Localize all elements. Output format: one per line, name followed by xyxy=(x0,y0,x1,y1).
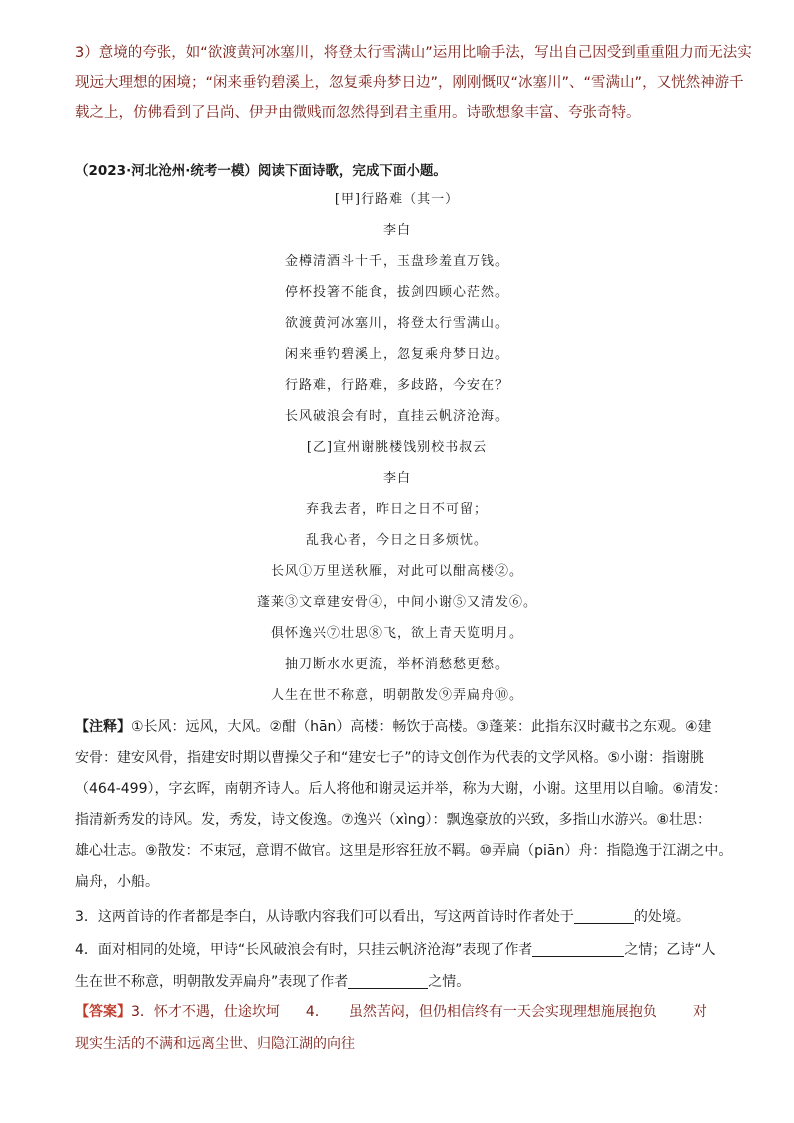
answer-4: 对 xyxy=(692,1004,707,1020)
poem2-line: 蓬莱③文章建安骨④，中间小谢⑤又清发⑥。 xyxy=(256,595,537,610)
poem1-line: 闲来垂钓碧溪上，忽复乘舟梦日边。 xyxy=(284,347,509,362)
poem1-line: 欲渡黄河冰塞川，将登太行雪满山。 xyxy=(284,316,509,331)
answer-4-number: 4． xyxy=(305,1004,329,1020)
notes-line: 扁舟，小船。 xyxy=(75,874,159,890)
answer-blank[interactable] xyxy=(574,907,634,924)
poem2-line: 长风①万里送秋雁，对此可以酣高楼②。 xyxy=(270,564,523,579)
poem1-line: 停杯投箸不能食，拔剑四顾心茫然。 xyxy=(284,285,509,300)
question-4-text: 之情。 xyxy=(428,974,471,990)
poem2-line: 弃我去者，昨日之日不可留； xyxy=(305,502,488,517)
question-4-text: 之情；乙诗“人 xyxy=(624,942,716,958)
question-3-suffix: 的处境。 xyxy=(633,909,690,925)
poem2-line: 乱我心者，今日之日多烦忧。 xyxy=(305,533,488,548)
poem2-title: [乙]宣州谢脁楼饯别校书叔云 xyxy=(306,440,488,455)
poem2-line: 人生在世不称意，明朝散发⑨弄扁舟⑩。 xyxy=(270,688,523,703)
answer-4: 虽然苦闷，但仍相信终有一天会实现理想施展抱负 xyxy=(348,1004,657,1020)
notes-line: 安骨：建安风骨，指建安时期以曹操父子和“建安七子”的诗文创作为代表的文学风格。⑤小谢：指谢朓 xyxy=(75,750,705,766)
analysis-paragraph xyxy=(75,38,752,128)
poem1-line: 长风破浪会有时，直挂云帆济沧海。 xyxy=(284,409,509,424)
notes-line: 雄心壮志。⑨散发：不束冠，意谓不做官。这里是形容狂放不羁。⑩弄扁（piān）舟：指隐逸于江湖之中。 xyxy=(75,843,733,859)
question-4 xyxy=(75,934,725,998)
analysis-line: 3）意境的夸张，如“欲渡黄河冰塞川，将登太行雪满山”运用比喻手法，写出自己因受到重重阻力而无法实 xyxy=(75,45,752,61)
poem1-title: [甲]行路难（其一） xyxy=(334,192,460,207)
poem1-line: 行路难，行路难，多歧路，今安在？ xyxy=(284,378,509,393)
analysis-line: 载之上，仿佛看到了吕尚、伊尹由微贱而忽然得到君主重用。诗歌想象丰富、夸张奇特。 xyxy=(75,105,641,121)
question-4-text: 生在世不称意，明朝散发弄扁舟”表现了作者 xyxy=(75,974,349,990)
poem1-author: 李白 xyxy=(382,223,411,238)
poem2-author: 李白 xyxy=(382,471,411,486)
notes-paragraph xyxy=(75,712,733,898)
answer-label: 【答案】 xyxy=(75,1004,131,1020)
question-4-text: 4．面对相同的处境，甲诗“长风破浪会有时，只挂云帆济沧海”表现了作者 xyxy=(75,942,533,958)
poem2-line: 俱怀逸兴⑦壮思⑧飞，欲上青天览明月。 xyxy=(270,626,523,641)
question-intro: （2023·河北沧州·统考一模）阅读下面诗歌，完成下面小题。 xyxy=(75,163,447,179)
answer-3: 3．怀才不遇，仕途坎坷 xyxy=(131,1004,280,1020)
notes-line: ①长风：远风，大风。②酣（hān）高楼：畅饮于高楼。③蓬莱：此指东汉时藏书之东观。④建 xyxy=(131,719,712,735)
answer-block xyxy=(75,996,725,1060)
question-3-text: 3．这两首诗的作者都是李白，从诗歌内容我们可以看出，写这两首诗时作者处于 xyxy=(75,909,574,925)
poem1-line: 金樽清酒斗十千，玉盘珍羞直万钱。 xyxy=(284,254,509,269)
answer-blank[interactable] xyxy=(348,972,428,989)
notes-label: 【注释】 xyxy=(75,719,131,735)
answer-4: 现实生活的不满和远离尘世、归隐江湖的向往 xyxy=(75,1036,355,1052)
poem2-line: 抽刀断水水更流，举杯消愁愁更愁。 xyxy=(284,657,509,672)
notes-line: （464-499），字玄晖，南朝齐诗人。后人将他和谢灵运并举，称为大谢，小谢。这里用以自喻。⑥清发： xyxy=(75,781,728,797)
notes-line: 指清新秀发的诗风。发，秀发，诗文俊逸。⑦逸兴（xìng）：飘逸豪放的兴致，多指山水游兴。⑧壮思： xyxy=(75,812,712,828)
answer-blank[interactable] xyxy=(532,940,624,957)
analysis-line: 现远大理想的困境；“闲来垂钓碧溪上，忽复乘舟梦日边”，刚刚慨叹“冰塞川”、“雪满山”，又恍然神游千 xyxy=(75,75,744,91)
question-3 xyxy=(75,902,725,932)
